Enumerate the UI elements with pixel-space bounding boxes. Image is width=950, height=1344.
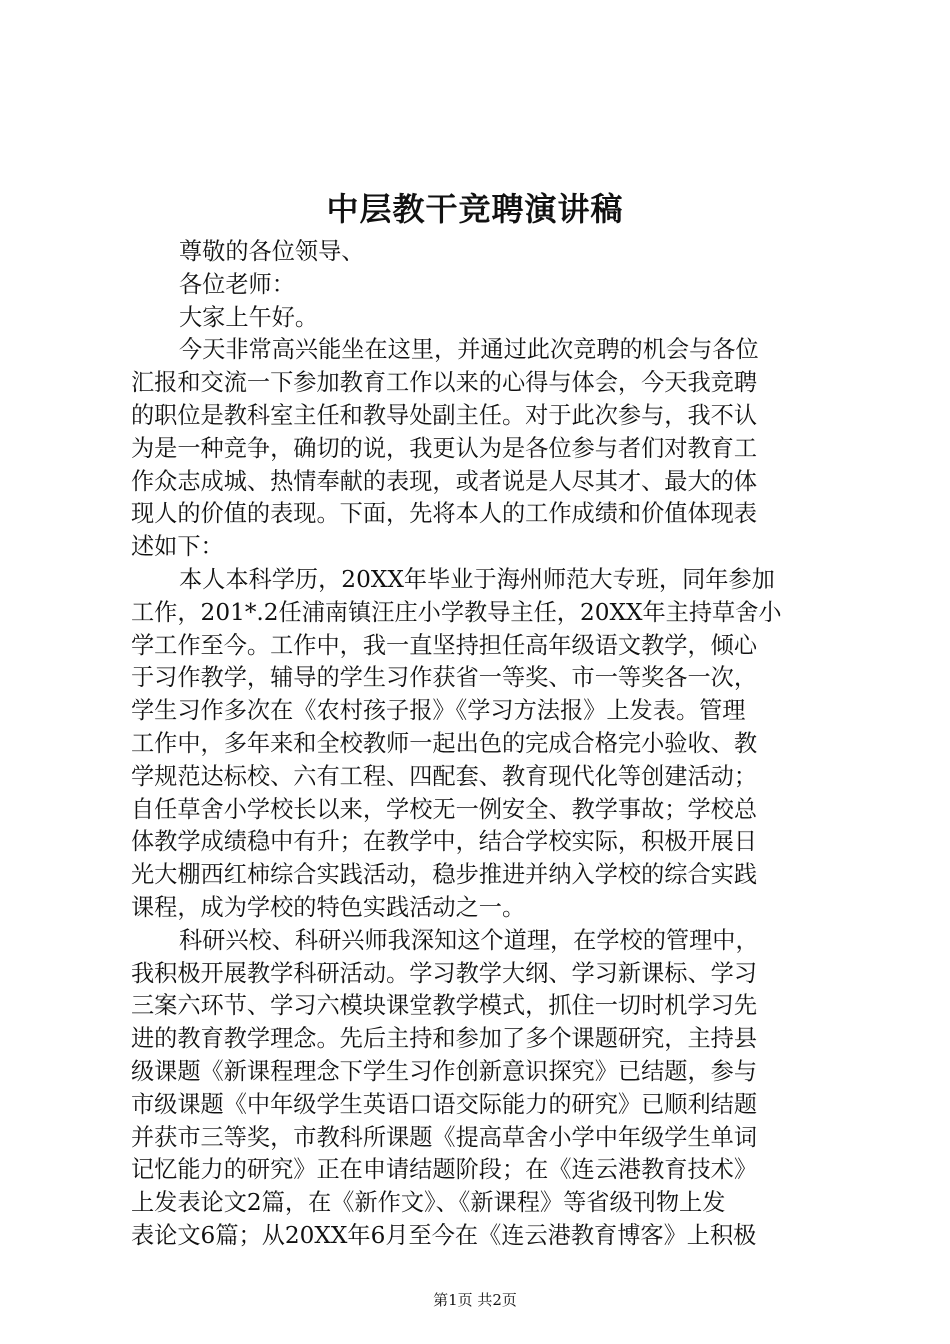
body-line: 级课题《新课程理念下学生习作创新意识探究》已结题，参与 xyxy=(131,1057,758,1085)
body-line: 大家上午好。 xyxy=(179,303,319,331)
body-line: 学工作至今。工作中，我一直坚持担任高年级语文教学，倾心 xyxy=(131,631,758,659)
body-line: 进的教育教学理念。先后主持和参加了多个课题研究，主持县 xyxy=(131,1025,758,1053)
body-line: 工作中，多年来和全校教师一起出色的完成合格完小验收、教 xyxy=(131,729,758,757)
body-line: 上发表论文2篇，在《新作文》、《新课程》等省级刊物上发 xyxy=(131,1189,726,1217)
body-line: 今天非常高兴能坐在这里，并通过此次竞聘的机会与各位 xyxy=(179,336,759,364)
body-line: 科研兴校、科研兴师我深知这个道理，在学校的管理中， xyxy=(179,926,759,954)
body-line: 体教学成绩稳中有升；在教学中，结合学校实际，积极开展日 xyxy=(131,828,758,856)
body-line: 各位老师： xyxy=(179,270,295,298)
body-line: 汇报和交流一下参加教育工作以来的心得与体会，今天我竞聘 xyxy=(131,369,758,397)
body-line: 工作，201*.2任浦南镇汪庄小学教导主任，20XX年主持草舍小 xyxy=(131,598,782,626)
body-line: 于习作教学，辅导的学生习作获省一等奖、市一等奖各一次， xyxy=(131,664,758,692)
body-line: 为是一种竞争，确切的说，我更认为是各位参与者们对教育工 xyxy=(131,434,758,462)
body-line: 作众志成城、热情奉献的表现，或者说是人尽其才、最大的体 xyxy=(131,467,758,495)
document-body xyxy=(131,236,831,1253)
body-line: 学规范达标校、六有工程、四配套、教育现代化等创建活动； xyxy=(131,762,758,790)
body-line: 市级课题《中年级学生英语口语交际能力的研究》已顺利结题 xyxy=(131,1090,758,1118)
body-line: 的职位是教科室主任和教导处副主任。对于此次参与，我不认 xyxy=(131,401,758,429)
body-line: 课程，成为学校的特色实践活动之一。 xyxy=(131,893,526,921)
body-line: 三案六环节、学习六模块课堂教学模式，抓住一切时机学习先 xyxy=(131,992,758,1020)
body-line: 尊敬的各位领导、 xyxy=(179,238,365,265)
body-line: 本人本科学历，20XX年毕业于海州师范大专班，同年参加 xyxy=(179,565,775,593)
document-title: 中层教干竞聘演讲稿 xyxy=(326,190,624,228)
body-line: 表论文6篇；从20XX年6月至今在《连云港教育博客》上积极 xyxy=(131,1221,757,1249)
body-line: 记忆能力的研究》正在申请结题阶段；在《连云港教育技术》 xyxy=(131,1156,758,1184)
page-footer: 第1页 共2页 xyxy=(433,1291,517,1309)
body-line: 我积极开展教学科研活动。学习教学大纲、学习新课标、学习 xyxy=(131,959,758,987)
body-line: 光大棚西红柿综合实践活动，稳步推进并纳入学校的综合实践 xyxy=(131,861,758,889)
body-line: 现人的价值的表现。下面，先将本人的工作成绩和价值体现表 xyxy=(131,500,758,528)
body-line: 学生习作多次在《农村孩子报》《学习方法报》上发表。管理 xyxy=(131,697,746,725)
body-line: 自任草舍小学校长以来，学校无一例安全、教学事故；学校总 xyxy=(131,795,758,823)
body-line: 并获市三等奖，市教科所课题《提高草舍小学中年级学生单词 xyxy=(131,1123,758,1151)
body-line: 述如下： xyxy=(131,533,224,561)
